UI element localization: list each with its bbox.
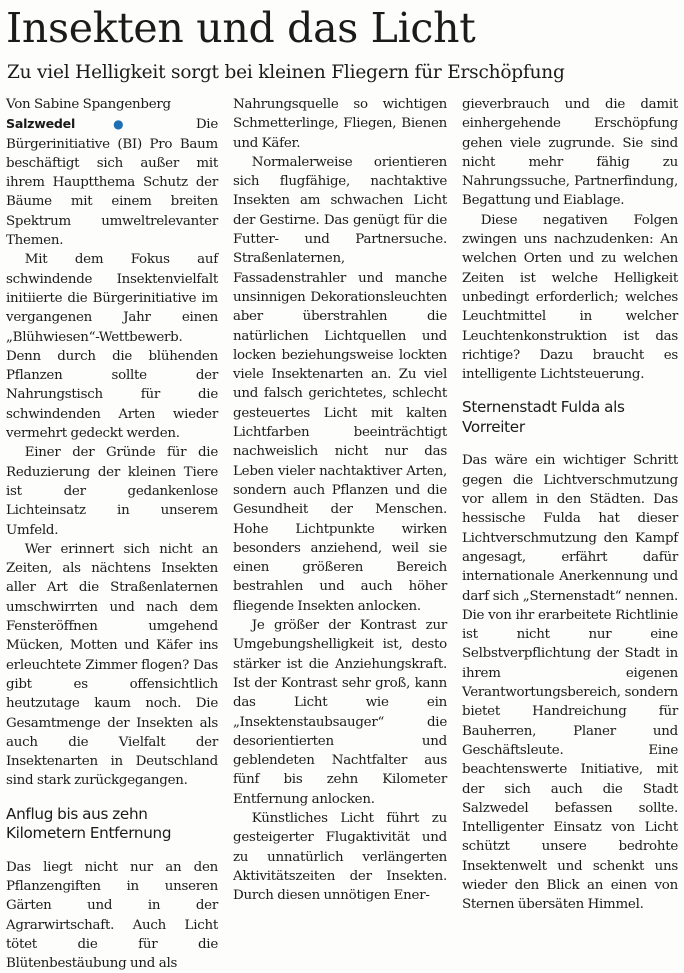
article-headline: Insekten und das Licht <box>6 4 476 52</box>
body-paragraph: Je größer der Kontrast zur Umgebungshelligkeit ist, desto stärker ist die Anziehungskraft. Ist der Kontrast sehr groß, kann das Licht wie ein „Insektenstaubsauger“ die desorientierten und geblendeten Nachtfalter aus fünf bis zehn Kilometer Entfernung anlocken. <box>233 618 447 807</box>
article-column-3 <box>462 95 678 913</box>
body-paragraph: Einer der Gründe für die Reduzierung der kleinen Tiere ist der gedankenlose Lichteinsatz in unserem Umfeld. <box>6 445 218 538</box>
dateline-location: Salzwedel <box>6 116 76 132</box>
body-paragraph: Das liegt nicht nur an den Pflanzengiften in unseren Gärten und in der Agrarwirtschaft. Auch Licht tötet die für die Blütenbestäubung und als <box>6 859 218 972</box>
body-paragraph: Diese negativen Folgen zwingen uns nachzudenken: An welchen Orten und zu welchen Zeiten ist welche Helligkeit unbedingt erforderlich; welches Leuchtmittel in welcher Leuchtenkonstruktion ist das richtige? Dazu braucht es intelligente Lichtsteuerung. <box>462 212 678 383</box>
article-column-2 <box>233 95 447 904</box>
body-paragraph: Künstliches Licht führt zu gesteigerter Flugaktivität und zu unnatürlich verlängerten Aktivitätszeiten der Insekten. Durch diesen unnötigen Ener- <box>233 810 447 904</box>
section-heading: Sternenstadt Fulda als Vorreiter <box>462 398 625 436</box>
lead-text: Die Bürgerinitiative (BI) Pro Baum beschäftigt sich außer mit ihrem Hauptthema Schutz der Bäume mit einem breiten Spektrum umweltrelevanter Themen. <box>6 117 219 249</box>
article-column-1 <box>6 95 219 972</box>
section-heading: Anflug bis aus zehn Kilometern Entfernung <box>6 804 172 843</box>
author-byline: Von Sabine Spangenberg <box>6 97 171 112</box>
body-paragraph: Normalerweise orientieren sich flugfähige, nachtaktive Insekten am schwachen Licht der Gestirne. Das genügt für die Futter- und Partnersuche. Straßenlaternen, Fassadenstrahler und manche unsinnigen Dekorationsleuchten aber überstrahlen die natürlichen Lichtquellen und locken beziehungsweise lockten viele Insektenarten an. Zu viel und falsch gerichtetes, schlecht gesteuertes Licht mit kalten Lichtfarben beeinträchtigt nachweislich nicht nur das Leben vieler nachtaktiver Arten, sondern auch Pflanzen und die Gesundheit der Menschen. Hohe Lichtpunkte wirken besonders anziehend, weil sie einen größeren Bereich bestrahlen und auch höher fliegende Insekten anlocken. <box>233 154 447 614</box>
bullet-dot-icon: ● <box>113 117 158 132</box>
lead-paragraph <box>6 114 218 250</box>
body-paragraph: Nahrungsquelle so wichtigen Schmetterlinge, Fliegen, Bienen und Käfer. <box>233 97 447 151</box>
body-paragraph: Wer erinnert sich nicht an Zeiten, als nächtens Insekten aller Art die Straßenlaternen umschwirrten und nach dem Fensteröffnen umgehend Mücken, Motten und Käfer ins erleuchtete Zimmer flogen? Das gibt es offensichtlich heutzutage kaum noch. Die Gesamtmenge der Insekten als auch die Vielfalt der Insektenarten in Deutschland sind stark zurückgegangen. <box>6 541 218 789</box>
body-paragraph: gieverbrauch und die damit einhergehende Erschöpfung gehen viele zugrunde. Sie sind nicht mehr fähig zu Nahrungssuche, Partnerfindung, Begattung und Eiablage. <box>462 97 678 209</box>
body-paragraph: Das wäre ein wichtiger Schritt gegen die Lichtverschmutzung vor allem in den Städten. Das hessische Fulda hat dieser Lichtverschmutzung den Kampf angesagt, erfährt dafür internationale Anerkennung und darf sich „Sternenstadt“ nennen. Die von ihr erarbeitete Richtlinie ist nicht nur eine Selbstverpflichtung der Stadt in ihrem eigenen Verantwortungsbereich, sondern bietet Handreichung für Bauherren, Planer und Geschäftsleute. Eine beachtenswerte Initiative, mit der sich auch die Stadt Salzwedel befassen sollte. Intelligenter Einsatz von Licht schützt unsere bedrohte Insektenwelt und schenkt uns wieder den Blick an einen von Sternen übersäten Himmel. <box>462 453 678 913</box>
body-paragraph: Mit dem Fokus auf schwindende Insektenvielfalt initiierte die Bürgerinitiative im vergangenen Jahr einen „Blühwiesen“-Wettbewerb. Denn durch die blühenden Pflanzen sollte der Nahrungstisch für die schwindenden Arten wieder vermehrt gedeckt werden. <box>6 252 218 442</box>
article-subheadline: Zu viel Helligkeit sorgt bei kleinen Fliegern für Erschöpfung <box>7 62 565 83</box>
